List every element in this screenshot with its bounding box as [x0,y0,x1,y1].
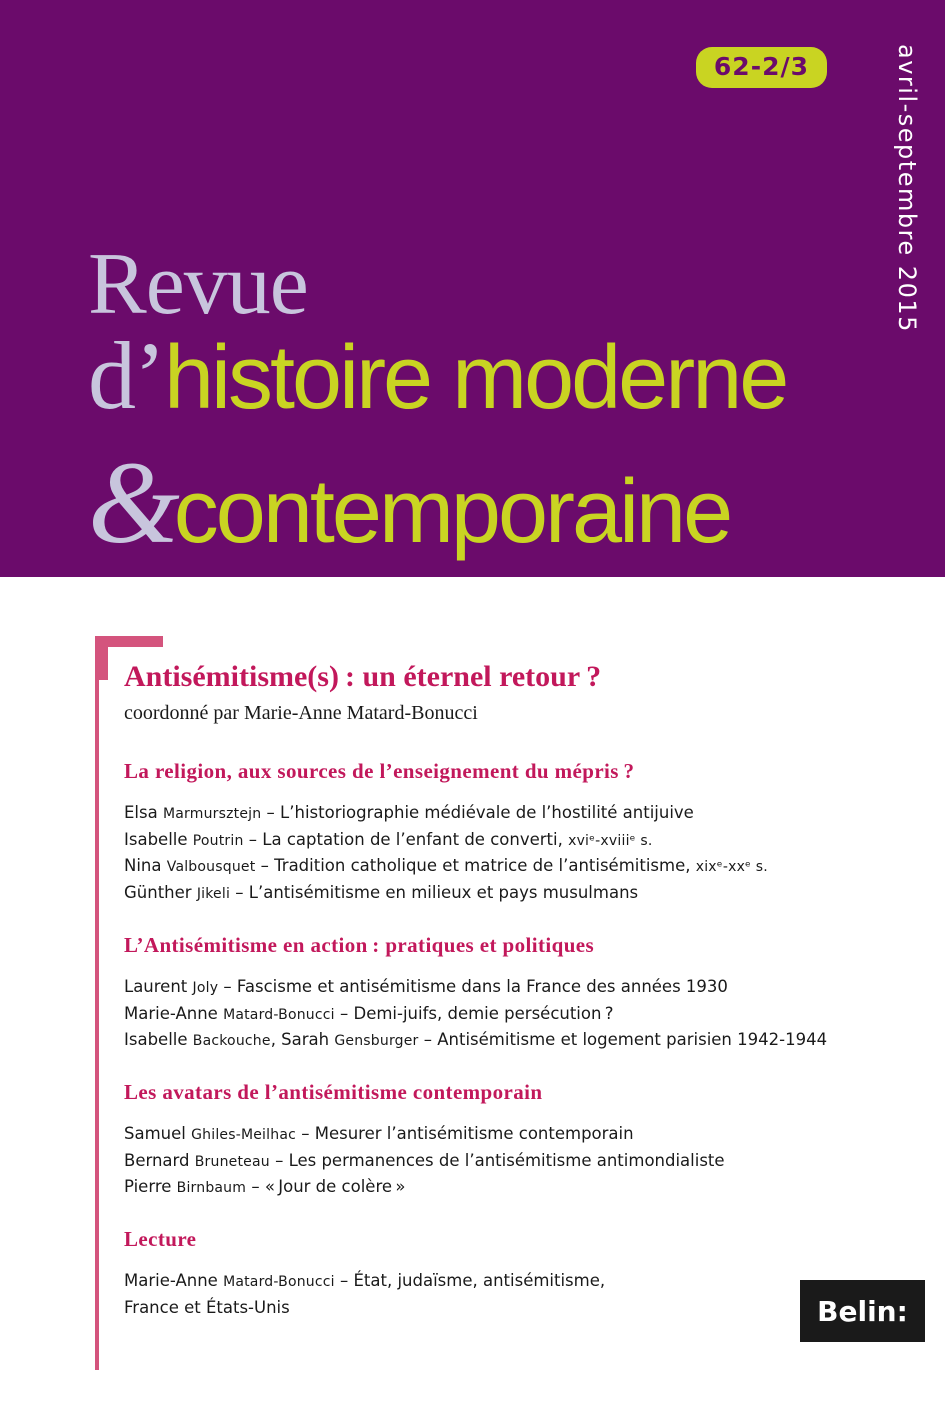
entry-author-first: Elsa [124,803,163,822]
entry-title-tail: xixᵉ-xxᵉ s. [695,859,768,876]
toc-entry [124,1001,914,1028]
entry-title: – Antisémitisme et logement parisien 1942-1944 [418,1030,828,1050]
cover-header-block [0,0,945,577]
contents-section [124,1227,914,1321]
masthead-elision-d: d’ [88,321,164,429]
entry-author-first: Pierre [124,1177,177,1197]
toc-entry [124,1121,914,1148]
entry-title: – État, judaïsme, antisémitisme, [334,1271,606,1291]
toc-entry [124,974,914,1001]
entry-title: – « Jour de colère » [246,1177,406,1197]
toc-entry [124,880,914,907]
contents-section [124,933,914,1054]
entry-author-surname: Poutrin [192,832,244,849]
entry-author-surname: Backouche [192,1033,271,1050]
entry-author-surname: Birnbaum [176,1180,247,1197]
entry-author-surname-second: Gensburger [334,1033,419,1050]
toc-entry [124,1027,914,1054]
entry-title: – Demi-juifs, demie persécution ? [334,1003,614,1023]
entry-author-first: Marie-Anne [124,1003,224,1023]
toc-entry [124,853,914,880]
section-heading-religion: La religion, aux sources de l’enseignement du mépris ? [124,759,635,783]
entry-title-tail: xviᵉ-xviiiᵉ s. [568,832,653,849]
entry-author-first: Isabelle [124,829,193,849]
entry-author-first: Samuel [124,1124,192,1144]
contents-column [124,660,914,1348]
entry-author-surname: Jikeli [196,886,231,903]
toc-entry [124,1148,914,1175]
section-heading-action: L’Antisémitisme en action : pratiques et politiques [124,932,595,957]
entry-author-first: Günther [124,883,197,903]
toc-entry [124,827,914,854]
contents-section [124,759,914,907]
entry-author-first: Isabelle [124,1030,193,1050]
entry-author-first: Bernard [124,1150,195,1170]
masthead-ampersand: & [88,436,174,568]
masthead-line-histoire-moderne [88,320,918,431]
masthead-text-contemporaine: contemporaine [173,461,731,562]
toc-entry [124,800,914,827]
entry-author-surname: Matard-Bonucci [223,1274,335,1291]
contents-section [124,1080,914,1201]
entry-author-first: Laurent [124,976,193,996]
issue-date-label: avril-septembre 2015 [893,44,921,333]
issue-number-badge: 62-2/3 [696,47,827,88]
entry-author-first: Marie-Anne [124,1271,224,1291]
entry-author-surname: Matard-Bonucci [223,1006,335,1023]
masthead-text-histoire-moderne: histoire moderne [163,327,787,428]
section-heading-lecture: Lecture [124,1227,197,1252]
entry-title: – Fascisme et antisémitisme dans la France des années 1930 [218,976,728,996]
toc-entry [124,1268,914,1295]
entry-title: – L’antisémitisme en milieux et pays musulmans [230,883,639,903]
entry-author-surname: Marmursztejn [162,806,262,822]
dossier-coordinator: coordonné par Marie-Anne Matard-Bonucci [124,702,478,724]
entry-author-separator: , Sarah [270,1030,335,1050]
entry-title: – Mesurer l’antisémitisme contemporain [296,1124,634,1144]
dossier-title: Antisémitisme(s) : un éternel retour ? [124,660,602,693]
entry-title: – Tradition catholique et matrice de l’antisémitisme, [255,856,696,876]
entry-author-surname: Joly [192,979,219,996]
entry-title: – La captation de l’enfant de converti, [243,829,569,849]
entry-author-surname: Ghiles-Meilhac [191,1127,296,1144]
pink-side-rule [95,680,99,1370]
entry-title: – L’historiographie médiévale de l’hostilité antijuive [261,803,694,822]
publisher-logo: Belin: [800,1280,925,1342]
toc-entry-continuation: France et États-Unis [124,1297,290,1317]
masthead-line-contemporaine [88,435,918,571]
entry-title: – Les permanences de l’antisémitisme antimondialiste [269,1150,725,1170]
masthead-line-revue: Revue [88,236,308,333]
toc-entry [124,1174,914,1201]
entry-author-surname: Valbousquet [166,859,256,876]
entry-author-surname: Bruneteau [194,1153,270,1170]
journal-masthead [88,236,918,571]
section-heading-avatars: Les avatars de l’antisémitisme contemporain [124,1080,543,1105]
corner-mark-vertical-bar [95,636,108,680]
entry-author-first: Nina [124,856,167,876]
